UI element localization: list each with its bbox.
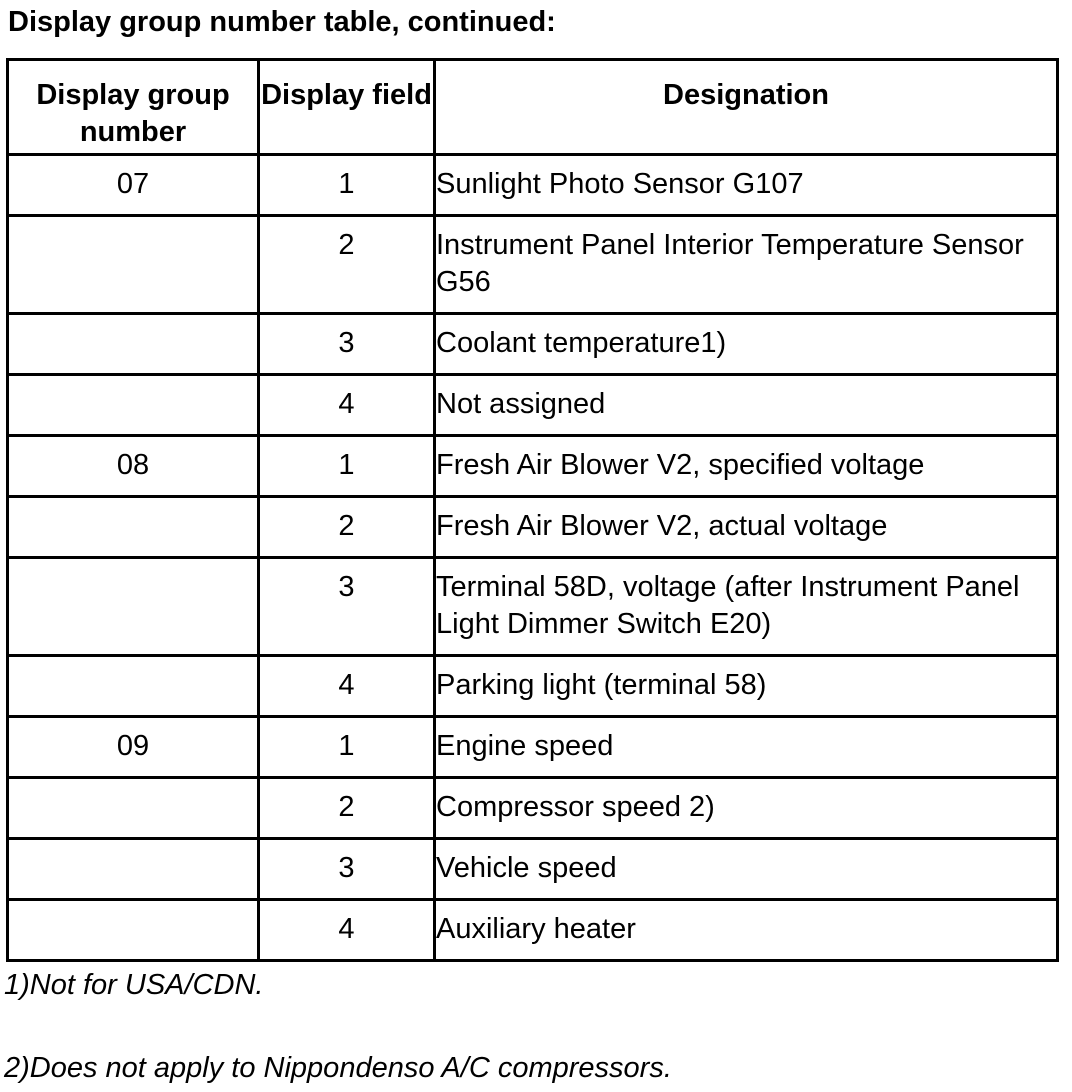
cell-designation: Engine speed xyxy=(435,717,1058,778)
cell-group xyxy=(8,839,259,900)
table-row xyxy=(8,155,1058,216)
cell-designation: Fresh Air Blower V2, actual voltage xyxy=(435,497,1058,558)
cell-designation: Instrument Panel Interior Temperature Sensor G56 xyxy=(435,216,1058,314)
table-row xyxy=(8,656,1058,717)
footnote-2: 2)Does not apply to Nippondenso A/C compressors. xyxy=(4,1052,672,1084)
header-display-group-number: Display group number xyxy=(8,60,259,155)
cell-group: 09 xyxy=(8,717,259,778)
table-row xyxy=(8,497,1058,558)
cell-designation: Compressor speed 2) xyxy=(435,778,1058,839)
table-row xyxy=(8,216,1058,314)
cell-designation: Sunlight Photo Sensor G107 xyxy=(435,155,1058,216)
cell-group: 07 xyxy=(8,155,259,216)
table-row xyxy=(8,375,1058,436)
cell-group xyxy=(8,656,259,717)
header-designation: Designation xyxy=(435,60,1058,155)
cell-group: 08 xyxy=(8,436,259,497)
cell-field: 4 xyxy=(259,656,435,717)
cell-group xyxy=(8,778,259,839)
table-row xyxy=(8,839,1058,900)
cell-field: 3 xyxy=(259,839,435,900)
table-row xyxy=(8,900,1058,961)
display-group-table xyxy=(6,58,1059,962)
cell-designation: Terminal 58D, voltage (after Instrument Panel Light Dimmer Switch E20) xyxy=(435,558,1058,656)
table-row xyxy=(8,314,1058,375)
table-header-row xyxy=(8,60,1058,155)
cell-field: 3 xyxy=(259,314,435,375)
cell-field: 2 xyxy=(259,216,435,314)
page-title: Display group number table, continued: xyxy=(8,6,556,38)
cell-group xyxy=(8,558,259,656)
cell-field: 4 xyxy=(259,375,435,436)
cell-field: 1 xyxy=(259,155,435,216)
table-row xyxy=(8,558,1058,656)
cell-field: 3 xyxy=(259,558,435,656)
cell-designation: Fresh Air Blower V2, specified voltage xyxy=(435,436,1058,497)
cell-designation: Auxiliary heater xyxy=(435,900,1058,961)
cell-group xyxy=(8,216,259,314)
cell-designation: Coolant temperature1) xyxy=(435,314,1058,375)
cell-field: 1 xyxy=(259,436,435,497)
header-display-field: Display field xyxy=(259,60,435,155)
footnote-1: 1)Not for USA/CDN. xyxy=(4,969,264,1001)
cell-group xyxy=(8,497,259,558)
cell-designation: Parking light (terminal 58) xyxy=(435,656,1058,717)
table-row xyxy=(8,778,1058,839)
cell-group xyxy=(8,375,259,436)
cell-field: 2 xyxy=(259,778,435,839)
table-row xyxy=(8,717,1058,778)
cell-designation: Not assigned xyxy=(435,375,1058,436)
table-row xyxy=(8,436,1058,497)
cell-group xyxy=(8,314,259,375)
cell-field: 2 xyxy=(259,497,435,558)
cell-group xyxy=(8,900,259,961)
cell-field: 1 xyxy=(259,717,435,778)
cell-field: 4 xyxy=(259,900,435,961)
cell-designation: Vehicle speed xyxy=(435,839,1058,900)
